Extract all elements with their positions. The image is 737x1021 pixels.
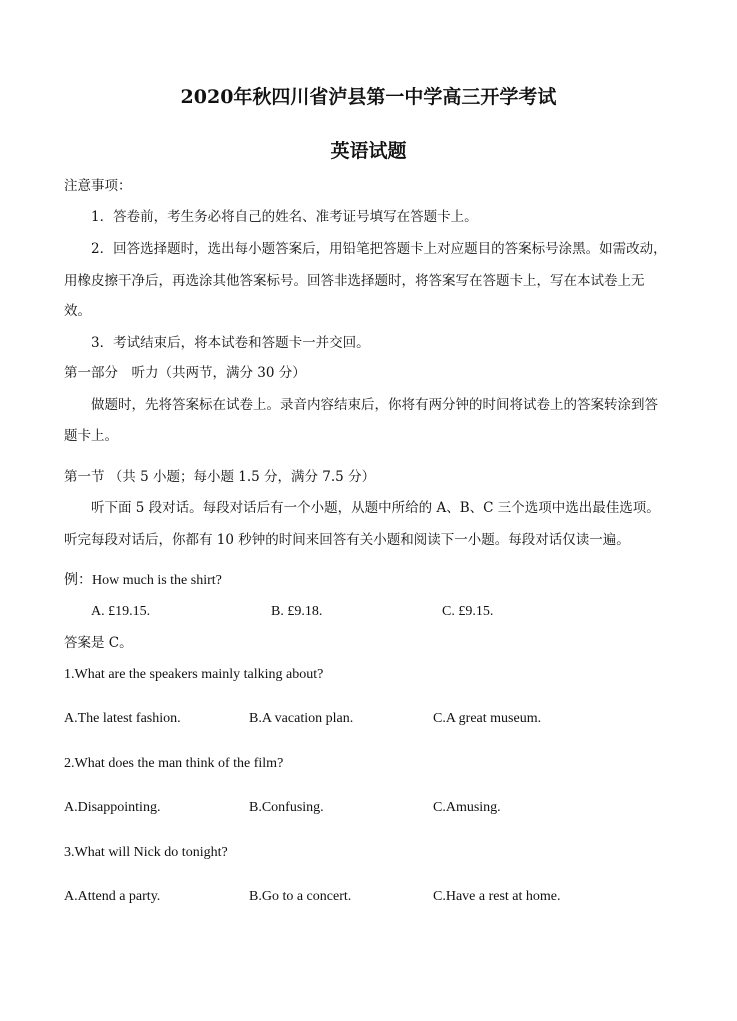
question-2: 2.What does the man think of the film? [64,756,284,771]
question-3-option-a: A.Attend a party. [64,889,161,904]
section1-instruction-line-1: 听下面 5 段对话。每段对话后有一个小题，从题中所给的 A、B、C 三个选项中选出最佳选项。 [91,500,660,516]
question-1-option-c: C.A great museum. [433,711,542,726]
notice-heading: 注意事项： [64,178,132,194]
part1-instruction-line-2: 题卡上。 [64,428,118,444]
question-1-option-b: B.A vacation plan. [249,711,354,726]
section1-heading: 第一节 （共 5 小题；每小题 1.5 分，满分 7.5 分） [64,469,376,485]
question-1-option-a: A.The latest fashion. [64,711,181,726]
question-3-option-b: B.Go to a concert. [249,889,352,904]
question-2-option-a: A.Disappointing. [64,800,161,815]
question-2-option-b: B.Confusing. [249,800,324,815]
question-2-option-c: C.Amusing. [433,800,501,815]
notice-item-2-line-2: 用橡皮擦干净后，再选涂其他答案标号。回答非选择题时，将答案写在答题卡上，写在本试卷上无 [64,273,645,289]
question-3: 3.What will Nick do tonight? [64,845,228,860]
section1-instruction-line-2: 听完每段对话后，你都有 10 秒钟的时间来回答有关小题和阅读下一小题。每段对话仅读一遍。 [64,532,630,548]
exam-subtitle: 英语试题 [330,140,407,162]
notice-item-3: 3．考试结束后，将本试卷和答题卡一并交回。 [91,335,370,351]
part1-instruction-line-1: 做题时，先将答案标在试卷上。录音内容结束后，你将有两分钟的时间将试卷上的答案转涂到答 [91,397,658,413]
example-option-a: A. £19.15. [91,604,151,619]
question-3-option-c: C.Have a rest at home. [433,889,561,904]
notice-item-2-line-1: 2．回答选择题时，选出每小题答案后，用铅笔把答题卡上对应题目的答案标号涂黑。如需改动， [91,241,667,257]
notice-item-2-line-3: 效。 [64,303,91,319]
example-question: 例：How much is the shirt? [64,573,222,588]
example-answer: 答案是 C。 [64,635,133,651]
example-option-b: B. £9.18. [271,604,323,619]
example-option-c: C. £9.15. [442,604,494,619]
exam-title: 2020年秋四川省泸县第一中学高三开学考试 [180,86,557,108]
notice-item-1: 1．答卷前，考生务必将自己的姓名、准考证号填写在答题卡上。 [91,209,478,225]
part1-heading: 第一部分 听力（共两节，满分 30 分） [64,365,306,381]
question-1: 1.What are the speakers mainly talking about? [64,667,324,682]
